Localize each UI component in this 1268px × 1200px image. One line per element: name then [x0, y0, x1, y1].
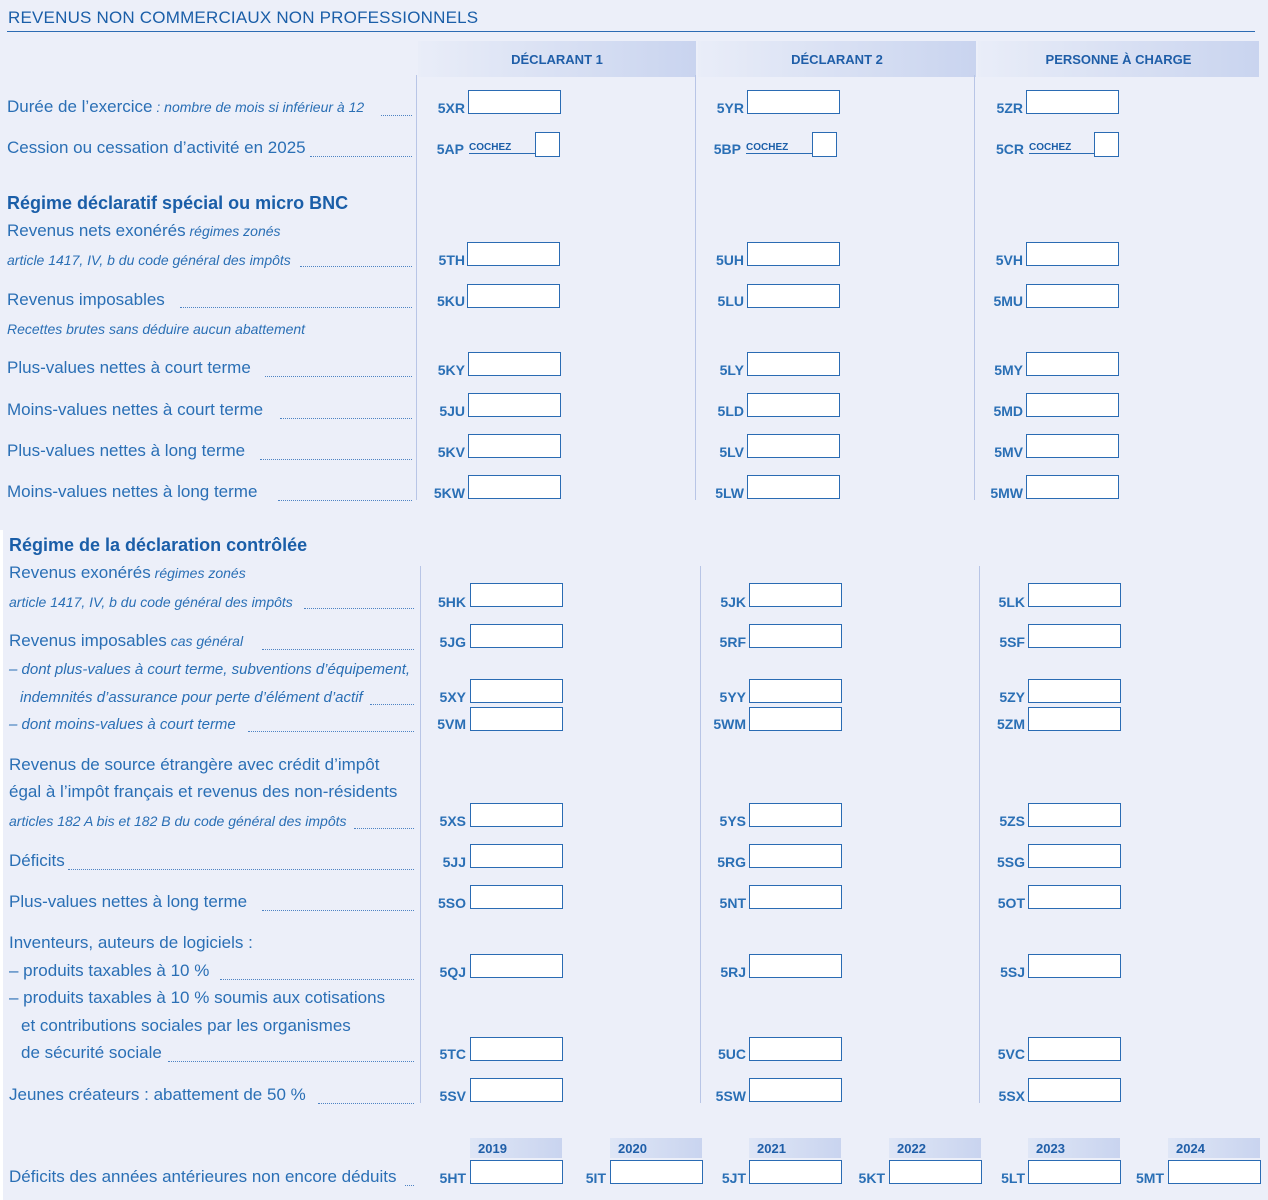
row-label: Revenus exonérés régimes zonés — [9, 563, 246, 582]
leader-dots — [354, 828, 414, 829]
title-underline — [7, 31, 1255, 32]
field-5qj[interactable] — [470, 954, 563, 978]
field-5sx[interactable] — [1028, 1078, 1121, 1102]
code-label: 5ZS — [999, 813, 1025, 829]
row-sublabel: indemnités d’assurance pour perte d’élément d’actif — [20, 689, 363, 706]
row-label-line3: de sécurité sociale — [21, 1043, 162, 1062]
field-5uc[interactable] — [749, 1037, 842, 1061]
field-5ly[interactable] — [747, 352, 840, 376]
code-label: 5XY — [439, 689, 466, 705]
year-header: 2019 — [470, 1138, 562, 1158]
cochez-label: COCHEZ — [1029, 142, 1095, 154]
field-5md[interactable] — [1026, 393, 1119, 417]
code-label: 5VH — [995, 252, 1023, 268]
leader-dots — [278, 500, 412, 501]
field-5xy[interactable] — [470, 679, 563, 703]
row-label: Jeunes créateurs : abattement de 50 % — [9, 1085, 306, 1104]
row-sublabel: article 1417, IV, b du code général des impôts — [7, 252, 291, 268]
row-label-line2: égal à l’impôt français et revenus des non-résidents — [9, 782, 398, 801]
code-label: 5JG — [439, 634, 466, 650]
code-label: 5CR — [995, 141, 1024, 157]
field-5ys[interactable] — [749, 803, 842, 827]
field-5nt[interactable] — [749, 885, 842, 909]
code-label: 5LW — [715, 485, 744, 501]
column-divider — [695, 75, 696, 500]
field-5sw[interactable] — [749, 1078, 842, 1102]
field-5rf[interactable] — [749, 624, 842, 648]
row-label: Plus-values nettes à court terme — [7, 358, 251, 377]
row-label: Inventeurs, auteurs de logiciels : — [9, 933, 253, 952]
code-label: 5HT — [439, 1170, 466, 1186]
leader-dots — [220, 979, 414, 980]
row-label-line2: et contributions sociales par les organismes — [21, 1016, 351, 1035]
row-label: Revenus imposables cas général — [9, 631, 244, 650]
code-label: 5OT — [997, 895, 1025, 911]
code-label: 5SG — [996, 854, 1025, 870]
field-5vh[interactable] — [1026, 242, 1119, 266]
code-label: 5BP — [713, 141, 741, 157]
leader-dots — [260, 459, 412, 460]
field-5mw[interactable] — [1026, 475, 1119, 499]
field-5lw[interactable] — [747, 475, 840, 499]
page-title: REVENUS NON COMMERCIAUX NON PROFESSIONNELS — [8, 8, 479, 27]
field-5lu[interactable] — [747, 284, 840, 308]
code-label: 5VC — [997, 1046, 1025, 1062]
row-label: Plus-values nettes à long terme — [9, 892, 248, 911]
field-5mv[interactable] — [1026, 434, 1119, 458]
section-heading-declaration-controlee: Régime de la déclaration contrôlée — [9, 535, 308, 555]
code-label: 5NT — [719, 895, 746, 911]
field-5jk[interactable] — [749, 583, 842, 607]
code-label: 5HK — [437, 594, 466, 610]
code-label: 5AP — [436, 141, 464, 157]
field-5lt[interactable] — [1028, 1160, 1121, 1184]
field-5vc[interactable] — [1028, 1037, 1121, 1061]
field-5rg[interactable] — [749, 844, 842, 868]
leader-dots — [248, 731, 414, 732]
code-label: 5VM — [437, 716, 466, 732]
code-label: 5LK — [998, 594, 1025, 610]
field-5yy[interactable] — [749, 679, 842, 703]
leader-dots — [280, 418, 412, 419]
column-header-declarant-1: DÉCLARANT 1 — [418, 41, 696, 77]
code-label: 5JJ — [442, 854, 466, 870]
column-header-personne-a-charge: PERSONNE À CHARGE — [978, 41, 1259, 77]
code-label: 5KT — [858, 1170, 885, 1186]
column-divider — [420, 566, 421, 1103]
field-5sv[interactable] — [470, 1078, 563, 1102]
code-label: 5JT — [721, 1170, 746, 1186]
row-label: Moins-values nettes à court terme — [7, 400, 264, 419]
row-label: Revenus imposables — [7, 290, 165, 309]
code-label: 5SJ — [1000, 964, 1025, 980]
field-5ld[interactable] — [747, 393, 840, 417]
cochez-label: COCHEZ — [746, 142, 812, 154]
field-5zy[interactable] — [1028, 679, 1121, 703]
code-label: 5SO — [437, 895, 466, 911]
field-5tc[interactable] — [470, 1037, 563, 1061]
leader-dots — [304, 608, 414, 609]
column-divider — [979, 566, 980, 1103]
code-label: 5MT — [1136, 1170, 1164, 1186]
row-label: – dont plus-values à court terme, subventions d’équipement, — [9, 661, 411, 678]
leader-dots — [310, 156, 412, 157]
field-5so[interactable] — [470, 885, 563, 909]
year-header: 2020 — [610, 1138, 702, 1158]
leader-dots — [262, 649, 414, 650]
row-sublabel: article 1417, IV, b du code général des impôts — [9, 594, 293, 610]
code-label: 5UH — [715, 252, 744, 268]
code-label: 5TC — [439, 1046, 466, 1062]
field-5mt[interactable] — [1168, 1160, 1261, 1184]
row-label: Moins-values nettes à long terme — [7, 482, 258, 501]
field-5sj[interactable] — [1028, 954, 1121, 978]
code-label: 5KU — [436, 293, 465, 309]
field-5jt[interactable] — [749, 1160, 842, 1184]
code-label: 5XS — [439, 813, 466, 829]
code-label: 5ZM — [997, 716, 1025, 732]
field-5jj[interactable] — [470, 844, 563, 868]
code-label: 5QJ — [439, 964, 466, 980]
field-5xr[interactable] — [468, 90, 561, 114]
code-label: 5YS — [719, 813, 746, 829]
code-label: 5ZY — [999, 689, 1025, 705]
code-label: 5MV — [994, 444, 1023, 460]
field-5kt[interactable] — [889, 1160, 982, 1184]
code-label: 5XR — [437, 100, 465, 116]
field-5my[interactable] — [1026, 352, 1119, 376]
row-label: Revenus nets exonérés régimes zonés — [7, 221, 281, 240]
row-label-line2: – produits taxables à 10 % — [9, 961, 210, 980]
row-label: Déficits — [9, 851, 65, 870]
section-edge — [0, 530, 3, 1200]
field-5rj[interactable] — [749, 954, 842, 978]
leader-dots — [168, 1061, 414, 1062]
field-5jg[interactable] — [470, 624, 563, 648]
leader-dots — [405, 1185, 414, 1186]
field-5ju[interactable] — [468, 393, 561, 417]
code-label: 5KW — [433, 485, 465, 501]
code-label: 5WM — [713, 716, 746, 732]
leader-dots — [262, 910, 414, 911]
field-5kw[interactable] — [468, 475, 561, 499]
leader-dots — [265, 376, 412, 377]
row-label: – dont moins-values à court terme — [9, 716, 236, 733]
year-header: 2023 — [1028, 1138, 1120, 1158]
checkbox-5bp[interactable] — [812, 132, 837, 157]
code-label: 5MY — [994, 362, 1023, 378]
checkbox-5cr[interactable] — [1094, 132, 1119, 157]
field-5mu[interactable] — [1026, 284, 1119, 308]
code-label: 5ZR — [996, 100, 1023, 116]
field-5zs[interactable] — [1028, 803, 1121, 827]
code-label: 5RJ — [720, 964, 746, 980]
code-label: 5RF — [719, 634, 746, 650]
code-label: 5SW — [715, 1088, 746, 1104]
column-header-declarant-2: DÉCLARANT 2 — [698, 41, 976, 77]
code-label: 5SF — [999, 634, 1025, 650]
code-label: 5MW — [990, 485, 1023, 501]
field-5hk[interactable] — [470, 583, 563, 607]
field-5uh[interactable] — [747, 242, 840, 266]
leader-dots — [68, 869, 414, 870]
field-5xs[interactable] — [470, 803, 563, 827]
field-5lv[interactable] — [747, 434, 840, 458]
year-header: 2024 — [1168, 1138, 1260, 1158]
checkbox-5ap[interactable] — [535, 132, 560, 157]
column-divider — [974, 75, 975, 500]
field-5ku[interactable] — [467, 284, 560, 308]
code-label: 5TH — [438, 252, 465, 268]
row-sublabel: Recettes brutes sans déduire aucun abattement — [7, 321, 306, 337]
year-header: 2021 — [749, 1138, 841, 1158]
row-label-deficits-anterieurs: Déficits des années antérieures non encore déduits — [9, 1167, 397, 1186]
code-label: 5UC — [717, 1046, 746, 1062]
field-5it[interactable] — [610, 1160, 703, 1184]
column-divider — [416, 75, 417, 500]
section-heading-micro-bnc: Régime déclaratif spécial ou micro BNC — [7, 193, 349, 213]
code-label: 5LD — [717, 403, 744, 419]
leader-dots — [381, 115, 412, 116]
column-divider — [700, 566, 701, 1103]
leader-dots — [370, 704, 414, 705]
field-5zm[interactable] — [1028, 707, 1121, 731]
code-label: 5LV — [719, 444, 744, 460]
row-label: Revenus de source étrangère avec crédit d’impôt — [9, 755, 380, 774]
field-5ot[interactable] — [1028, 885, 1121, 909]
row-label: Plus-values nettes à long terme — [7, 441, 246, 460]
code-label: 5LY — [719, 362, 744, 378]
leader-dots — [180, 307, 412, 308]
code-label: 5YY — [719, 689, 746, 705]
code-label: 5RG — [717, 854, 746, 870]
field-5wm[interactable] — [749, 707, 842, 731]
field-5kv[interactable] — [468, 434, 561, 458]
field-5ky[interactable] — [468, 352, 561, 376]
code-label: 5JK — [720, 594, 746, 610]
leader-dots — [300, 266, 412, 267]
code-label: 5KV — [437, 444, 465, 460]
code-label: 5IT — [585, 1170, 606, 1186]
field-5th[interactable] — [467, 242, 560, 266]
row-label: – produits taxables à 10 % soumis aux cotisations — [9, 988, 386, 1007]
field-5vm[interactable] — [470, 707, 563, 731]
field-5sg[interactable] — [1028, 844, 1121, 868]
field-5lk[interactable] — [1028, 583, 1121, 607]
code-label: 5JU — [439, 403, 465, 419]
field-5sf[interactable] — [1028, 624, 1121, 648]
field-5ht[interactable] — [470, 1160, 563, 1184]
code-label: 5KY — [437, 362, 465, 378]
field-5yr[interactable] — [747, 90, 840, 114]
cochez-label: COCHEZ — [469, 142, 535, 154]
code-label: 5SX — [998, 1088, 1025, 1104]
code-label: 5MD — [993, 403, 1023, 419]
year-header: 2022 — [889, 1138, 981, 1158]
code-label: 5YR — [716, 100, 744, 116]
code-label: 5SV — [439, 1088, 466, 1104]
code-label: 5LT — [1001, 1170, 1025, 1186]
leader-dots — [318, 1103, 414, 1104]
field-5zr[interactable] — [1026, 90, 1119, 114]
row-label-duree: Durée de l’exercice : nombre de mois si inférieur à 12 — [7, 97, 365, 116]
code-label: 5LU — [717, 293, 744, 309]
code-label: 5MU — [993, 293, 1023, 309]
row-sublabel: articles 182 A bis et 182 B du code général des impôts — [9, 813, 347, 829]
row-label-cession: Cession ou cessation d’activité en 2025 — [7, 138, 306, 157]
